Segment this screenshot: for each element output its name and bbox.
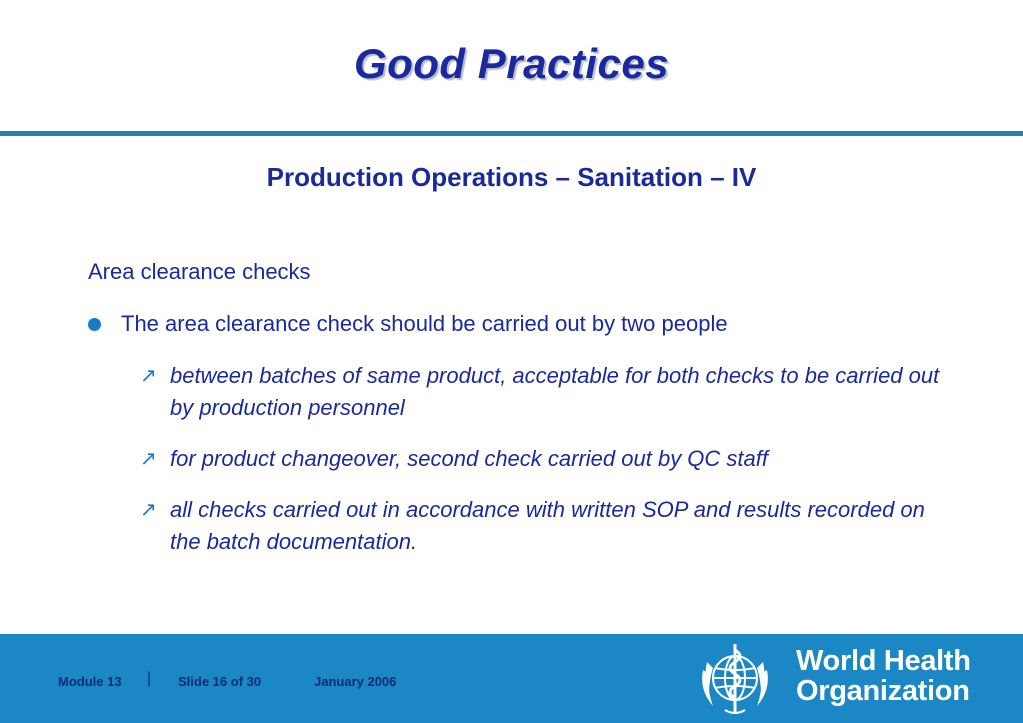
slide-title: Good Practices bbox=[353, 40, 670, 87]
footer-date: January 2006 bbox=[314, 674, 397, 689]
title-divider bbox=[0, 131, 1023, 136]
sub-bullet-item bbox=[140, 443, 950, 475]
bullet-item bbox=[88, 311, 728, 337]
sub-bullet-item bbox=[140, 360, 950, 424]
sub-bullet-text: all checks carried out in accordance with written SOP and results recorded on the batch documentation. bbox=[170, 497, 925, 554]
bullet-text: The area clearance check should be carried out by two people bbox=[121, 311, 728, 336]
organization-name-line2: Organization bbox=[796, 675, 970, 707]
section-heading: Area clearance checks bbox=[88, 259, 311, 284]
organization-name bbox=[796, 646, 971, 706]
footer-separator: | bbox=[147, 670, 152, 687]
module-label: Module 13 bbox=[58, 674, 122, 689]
arrow-up-right-icon: ↗ bbox=[140, 499, 157, 521]
sub-bullet-text: between batches of same product, acceptable for both checks to be carried out by production personnel bbox=[170, 363, 940, 420]
organization-name-line1: World Health bbox=[796, 645, 971, 677]
arrow-up-right-icon: ↗ bbox=[140, 448, 157, 470]
round-bullet-icon bbox=[88, 318, 101, 331]
slide-subtitle: Production Operations – Sanitation – IV bbox=[266, 162, 757, 192]
arrow-up-right-icon: ↗ bbox=[140, 365, 157, 387]
who-emblem-icon bbox=[695, 640, 775, 720]
slide-number: Slide 16 of 30 bbox=[178, 674, 262, 689]
sub-bullet-item bbox=[140, 494, 950, 558]
sub-bullet-text: for product changeover, second check carried out by QC staff bbox=[170, 446, 768, 471]
